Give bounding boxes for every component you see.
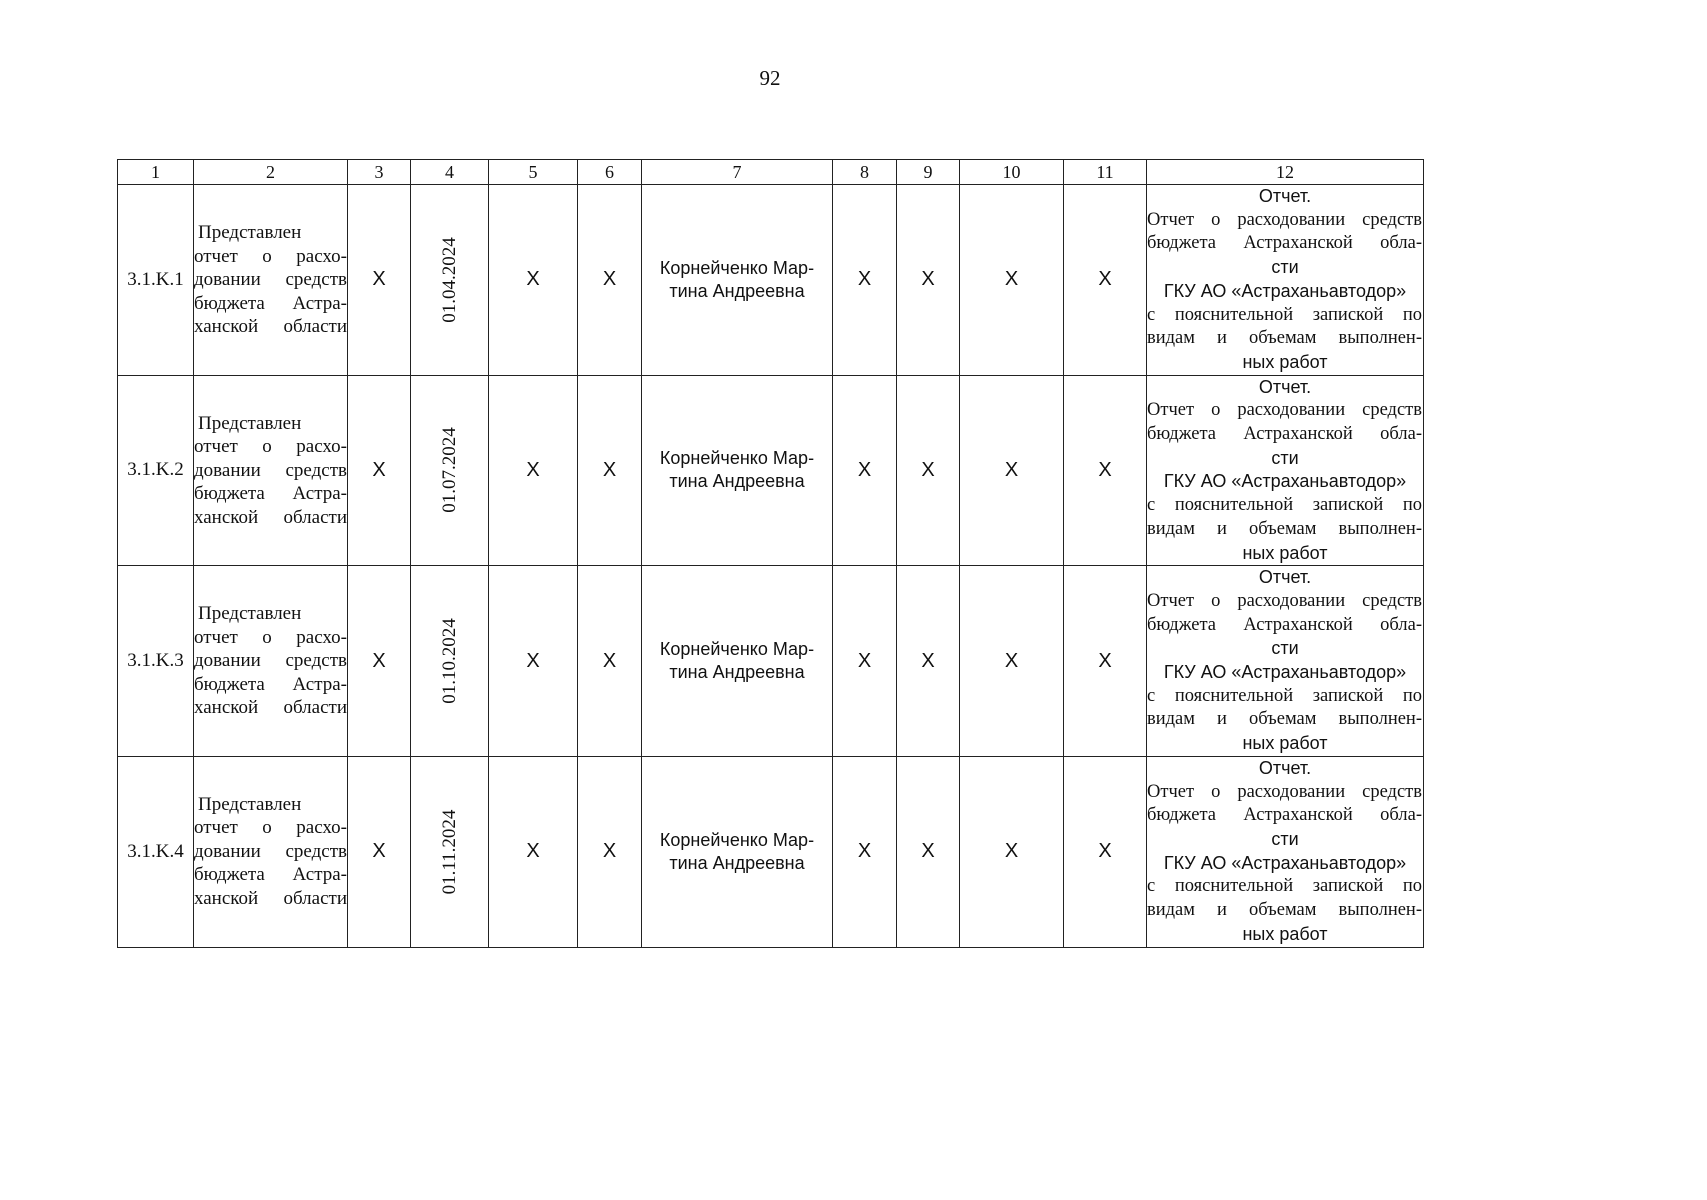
note-line: ных работ [1242,923,1328,944]
row-date: 01.10.2024 [438,618,460,704]
note-line: видам и объемам выполнен- [1147,900,1422,921]
cell-col10: X [960,375,1064,566]
note-line: бюджета Астраханской обла- [1147,614,1422,635]
page-number: 92 [759,66,781,90]
column-header-1: 1 [118,160,194,185]
cell-col10: X [960,756,1064,947]
column-header-10: 10 [960,160,1064,185]
row-description [194,185,348,376]
table-row [118,756,1424,947]
description-line: довании средств [194,459,347,481]
description-line: Представлен [198,603,302,625]
note-line: Отчет о расходовании средств [1147,209,1422,230]
description-line: отчет о расхо- [194,626,347,648]
description-line: довании средств [194,840,347,862]
description-line: бюджета Астра- [194,483,347,505]
note-line: ГКУ АО «Астраханьавтодор» [1163,852,1407,873]
row-date: 01.04.2024 [438,237,460,323]
row-report-note [1147,566,1424,757]
cell-col11: X [1064,756,1147,947]
description-line: довании средств [194,650,347,672]
cell-col9: X [897,756,960,947]
note-line: Отчет. [1258,757,1312,778]
person-line: Корнейченко Мар- [659,257,815,278]
note-line: ных работ [1242,733,1328,754]
cell-col3: X [348,566,411,757]
row-date-cell [411,375,489,566]
note-line: ГКУ АО «Астраханьавтодор» [1163,280,1407,301]
note-line: Отчет о расходовании средств [1147,400,1422,421]
person-line: Корнейченко Мар- [659,829,815,850]
description-line: ханской области [194,506,347,528]
note-line: бюджета Астраханской обла- [1147,805,1422,826]
note-line: с пояснительной запиской по [1147,495,1422,516]
note-line: ГКУ АО «Астраханьавтодор» [1163,662,1407,683]
cell-col3: X [348,185,411,376]
row-responsible-person [642,375,833,566]
column-header-8: 8 [833,160,897,185]
cell-col5: X [489,566,578,757]
note-line: Отчет. [1258,567,1312,588]
table-row [118,375,1424,566]
cell-col8: X [833,566,897,757]
description-line: отчет о расхо- [194,245,347,267]
row-report-note [1147,756,1424,947]
note-line: с пояснительной запиской по [1147,876,1422,897]
column-header-6: 6 [578,160,642,185]
person-line: тина Андреевна [669,852,805,873]
cell-col8: X [833,756,897,947]
description-line: бюджета Астра- [194,864,347,886]
column-header-12: 12 [1147,160,1424,185]
cell-col9: X [897,185,960,376]
cell-col5: X [489,756,578,947]
cell-col11: X [1064,185,1147,376]
column-header-7: 7 [642,160,833,185]
description-line: ханской области [194,316,347,338]
column-header-3: 3 [348,160,411,185]
row-date-cell [411,756,489,947]
cell-col3: X [348,756,411,947]
table-row [118,185,1424,376]
cell-col5: X [489,375,578,566]
note-line: ных работ [1242,542,1328,563]
person-line: Корнейченко Мар- [659,448,815,469]
description-line: ханской области [194,887,347,909]
note-line: с пояснительной запиской по [1147,685,1422,706]
note-line: ных работ [1242,351,1328,372]
column-header-9: 9 [897,160,960,185]
row-description [194,566,348,757]
cell-col3: X [348,375,411,566]
description-line: ханской области [194,697,347,719]
row-report-note [1147,185,1424,376]
cell-col11: X [1064,375,1147,566]
note-line: бюджета Астраханской обла- [1147,424,1422,445]
note-line: видам и объемам выполнен- [1147,709,1422,730]
note-line: видам и объемам выполнен- [1147,328,1422,349]
cell-col6: X [578,756,642,947]
cell-col10: X [960,566,1064,757]
note-line: Отчет. [1258,376,1312,397]
row-date-cell [411,566,489,757]
column-header-2: 2 [194,160,348,185]
note-line: Отчет о расходовании средств [1147,590,1422,611]
row-responsible-person [642,756,833,947]
description-line: отчет о расхо- [194,817,347,839]
note-line: Отчет о расходовании средств [1147,781,1422,802]
table-row [118,566,1424,757]
cell-col11: X [1064,566,1147,757]
cell-col6: X [578,566,642,757]
note-line: Отчет. [1258,186,1312,206]
note-line: ГКУ АО «Астраханьавтодор» [1163,471,1407,492]
row-date: 01.11.2024 [438,809,460,895]
row-description [194,375,348,566]
row-code: 3.1.K.2 [118,375,194,566]
description-line: Представлен [198,793,302,815]
description-line: бюджета Астра- [194,673,347,695]
header-row [118,160,1424,185]
row-date: 01.07.2024 [438,427,460,514]
row-code: 3.1.K.1 [118,185,194,376]
person-line: тина Андреевна [669,662,805,683]
description-line: Представлен [198,412,302,434]
row-code: 3.1.K.3 [118,566,194,757]
description-line: Представлен [198,222,302,244]
note-line: сти [1271,638,1299,659]
row-responsible-person [642,185,833,376]
person-line: тина Андреевна [669,471,805,492]
cell-col5: X [489,185,578,376]
note-line: с пояснительной запиской по [1147,304,1422,325]
description-line: довании средств [194,269,347,291]
description-line: бюджета Астра- [194,292,347,314]
description-line: отчет о расхо- [194,436,347,458]
row-responsible-person [642,566,833,757]
cell-col8: X [833,375,897,566]
person-line: Корнейченко Мар- [659,639,815,660]
cell-col10: X [960,185,1064,376]
row-code: 3.1.K.4 [118,756,194,947]
cell-col6: X [578,375,642,566]
cell-col8: X [833,185,897,376]
column-header-5: 5 [489,160,578,185]
column-header-4: 4 [411,160,489,185]
cell-col9: X [897,375,960,566]
cell-col6: X [578,185,642,376]
column-header-11: 11 [1064,160,1147,185]
person-line: тина Андреевна [669,280,805,301]
report-table [117,159,1424,948]
note-line: сти [1271,257,1299,278]
row-description [194,756,348,947]
note-line: сти [1271,828,1299,849]
row-report-note [1147,375,1424,566]
cell-col9: X [897,566,960,757]
note-line: бюджета Астраханской обла- [1147,233,1422,254]
note-line: сти [1271,447,1299,468]
row-date-cell [411,185,489,376]
note-line: видам и объемам выполнен- [1147,518,1422,539]
